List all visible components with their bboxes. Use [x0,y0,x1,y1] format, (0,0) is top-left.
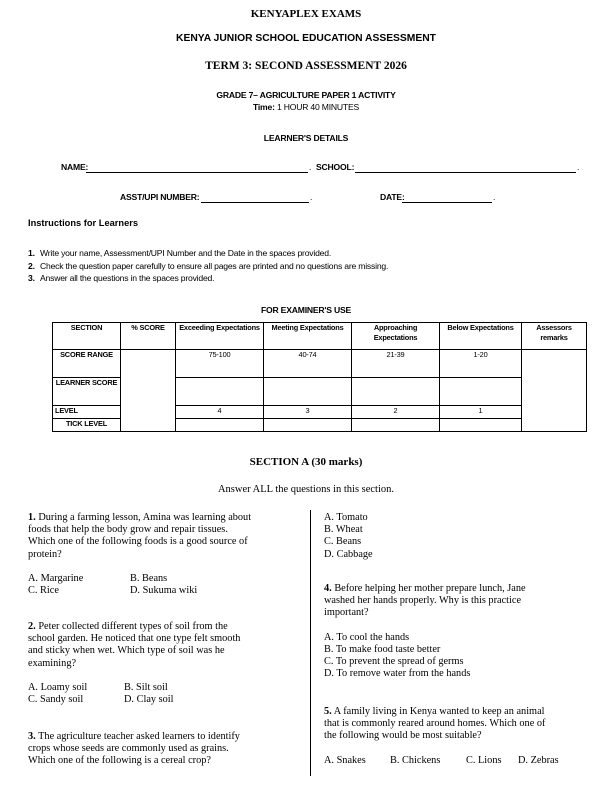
table-row [53,350,587,378]
time-value: 1 HOUR 40 MINUTES [276,102,360,112]
tick-level-cell[interactable] [264,419,352,432]
table-cell: 40-74 [264,350,352,378]
tick-level-cell[interactable] [440,419,522,432]
header-section: SECTION [53,323,121,350]
answer-option[interactable]: C. Sandy soil [28,694,84,706]
column-divider [310,510,311,776]
question-number: 4. [324,583,332,594]
instructions-list [28,247,388,285]
question-text-line: washed her hands properly. Why is this practice [324,595,522,607]
name-label: NAME: [61,162,89,172]
answer-option[interactable]: A. To cool the hands [324,631,410,643]
header-meeting: Meeting Expectations [264,323,352,350]
upi-field-end: . [310,192,313,202]
question-text: 5. A family living in Kenya wanted to keep an animal [324,706,545,717]
learner-details-heading: LEARNER'S DETAILS [263,133,349,143]
tick-level-cell[interactable] [176,419,264,432]
section-title: SECTION A (30 marks) [249,456,363,468]
answer-option[interactable]: D. To remove water from the hands [324,668,471,680]
header-approaching: Approaching Expectations [352,323,440,350]
question-3 [28,731,304,768]
question-text-line: important? [324,607,369,619]
options-row [28,694,304,706]
question-number: 5. [324,706,332,717]
table-cell: 1 [440,406,522,419]
question-3-options [324,512,584,561]
subject-title: GRADE 7– AGRICULTURE PAPER 1 ACTIVITY [216,90,396,100]
table-cell: 2 [352,406,440,419]
question-4 [324,583,586,680]
answer-option[interactable]: D. Cabbage [324,548,373,560]
instructions-heading: Instructions for Learners [28,218,139,228]
answer-option[interactable]: B. Beans [130,572,168,584]
question-text-line: examining? [28,657,77,669]
date-field[interactable] [402,194,492,203]
header-below: Below Expectations [440,323,522,350]
answer-option[interactable]: A. Loamy soil [28,681,88,693]
answer-option[interactable]: C. Beans [324,536,362,548]
answer-option[interactable]: C. Rice [28,585,59,597]
header-exceeding: Exceeding Expectations [176,323,264,350]
examiner-heading: FOR EXAMINER'S USE [260,305,352,315]
answer-option[interactable]: B. Chickens [390,754,441,766]
question-text-line: the following would be most suitable? [324,730,482,742]
instruction-item: 1. Write your name, Assessment/UPI Number and the Date in the spaces provided. [28,248,332,258]
header-percent-score: % SCORE [121,323,176,350]
exam-board-title: KENYAPLEX EXAMS [250,8,362,20]
learner-score-cell[interactable] [176,378,264,406]
question-number: 3. [28,731,36,742]
row-label: TICK LEVEL [53,419,121,432]
upi-label: ASST/UPI NUMBER: [120,192,200,202]
instruction-item: 2. Check the question paper carefully to ensure all pages are printed and no questions are missing. [28,260,389,271]
upi-field[interactable] [201,194,309,203]
term-title: TERM 3: SECOND ASSESSMENT 2026 [205,60,407,72]
options-row [28,585,304,597]
answer-option[interactable]: C. To prevent the spread of germs [324,656,464,668]
question-text: 4. Before helping her mother prepare lunch, Jane [324,583,526,594]
table-cell: 3 [264,406,352,419]
answer-option[interactable]: D. Sukuma wiki [130,585,198,597]
answer-option[interactable]: A. Margarine [28,572,84,584]
date-field-end: . [493,192,496,202]
learner-score-cell[interactable] [352,378,440,406]
table-cell: 21-39 [352,350,440,378]
answer-option[interactable]: C. Lions [466,754,502,766]
answer-option[interactable]: D. Clay soil [124,694,174,706]
time-label: Time: [252,102,275,112]
question-text: 3. The agriculture teacher asked learners to identify [28,731,240,742]
date-label: DATE: [380,192,405,202]
answer-option[interactable]: D. Zebras [518,754,559,766]
tick-level-cell[interactable] [352,419,440,432]
answer-option[interactable]: B. Silt soil [124,681,168,693]
question-text-line: protein? [28,548,62,560]
examiner-table [52,322,587,432]
school-field[interactable] [355,164,576,173]
assessment-title: KENYA JUNIOR SCHOOL EDUCATION ASSESSMENT [176,33,436,44]
table-cell: 75-100 [176,350,264,378]
learner-score-cell[interactable] [440,378,522,406]
answer-option[interactable]: A. Tomato [324,512,368,523]
question-text-line: and sticky when wet. Which type of soil was he [28,645,225,657]
question-text-line: crops whose seeds are commonly used as grains. [28,743,229,755]
question-text: 2. Peter collected different types of soil from the [28,621,228,632]
answer-option[interactable]: A. Snakes [324,754,366,766]
table-header-row [53,323,587,350]
options-row [324,755,586,767]
answer-option[interactable]: B. To make food taste better [324,643,441,655]
question-text-line: Which one of the following is a cereal crop? [28,755,211,767]
time-allowed [0,102,612,112]
name-field[interactable] [86,164,308,173]
table-cell: 4 [176,406,264,419]
name-field-end: . [309,162,312,172]
percent-score-cell[interactable] [121,350,176,432]
learner-score-cell[interactable] [264,378,352,406]
question-text: 1. During a farming lesson, Amina was learning about [28,512,252,523]
answer-option[interactable]: B. Wheat [324,524,363,536]
question-text-line: that is commonly reared around homes. Which one of [324,718,546,730]
question-1 [28,512,304,597]
question-text-line: school garden. He noticed that one type felt smooth [28,633,241,645]
row-label: SCORE RANGE [53,350,121,378]
question-2 [28,621,304,706]
question-text-line: foods that help the body grow and repair tissues. [28,524,228,536]
table-cell: 1-20 [440,350,522,378]
school-field-end: . [577,162,580,172]
question-number: 1. [28,512,36,523]
row-label: LEARNER SCORE [53,378,121,406]
options-row [28,573,304,585]
section-instruction: Answer ALL the questions in this section. [217,484,395,495]
instruction-item: 3. Answer all the questions in the spaces provided. [28,273,215,283]
question-number: 2. [28,621,36,632]
school-label: SCHOOL: [316,162,355,172]
question-text-line: Which one of the following foods is a good source of [28,536,248,548]
row-label: LEVEL [53,406,121,419]
remarks-cell[interactable] [522,350,587,432]
options-row [28,682,304,694]
header-remarks: Assessors remarks [522,323,587,350]
question-5 [324,706,586,767]
